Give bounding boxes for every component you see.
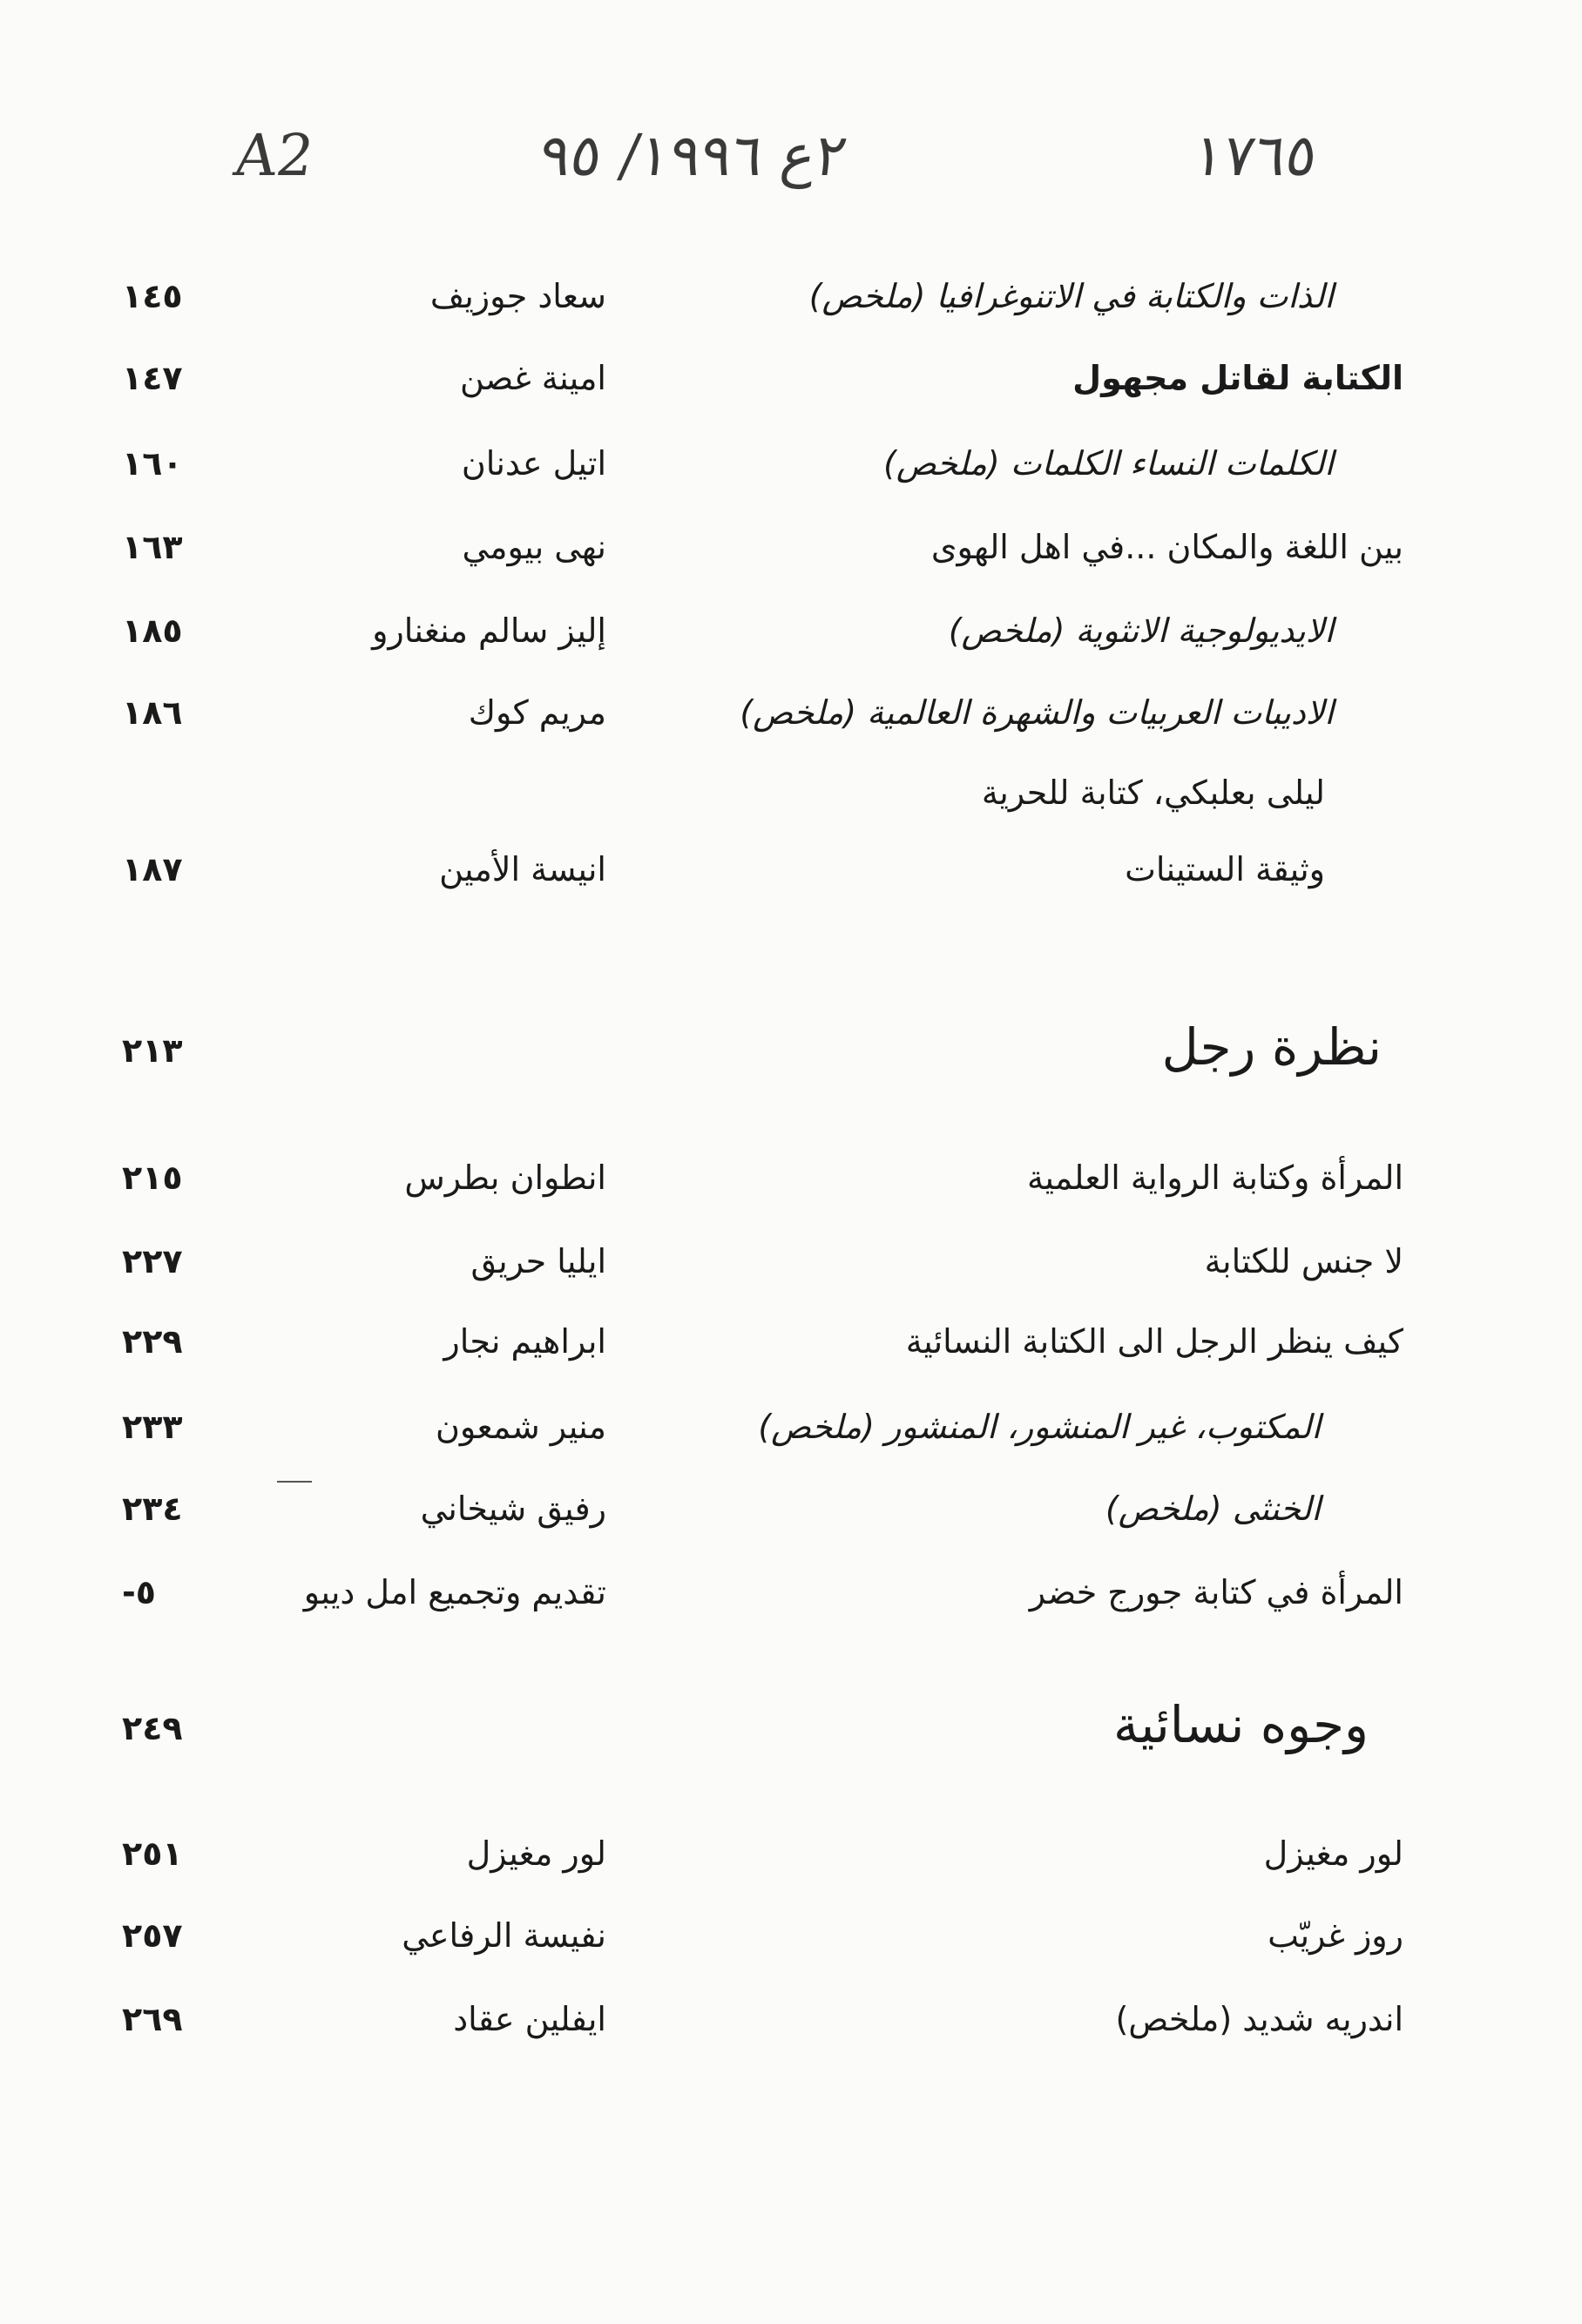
- entry-author: سعاد جوزيف: [429, 277, 606, 315]
- toc-entry: [0, 1159, 1582, 1228]
- entry-author: ابراهيم نجار: [443, 1322, 606, 1361]
- handwritten-reference: A2: [230, 122, 319, 189]
- entry-author: منير شمعون: [435, 1408, 606, 1446]
- handwritten-number: ١٧٦٥: [1188, 122, 1322, 189]
- entry-author: امينة غصن: [459, 359, 606, 397]
- entry-title: الكلمات النساء الكلمات (ملخص): [883, 444, 1334, 483]
- entry-title: كيف ينظر الرجل الى الكتابة النسائية: [905, 1322, 1403, 1361]
- toc-entry: [0, 850, 1582, 920]
- section-heading: [0, 1017, 1582, 1087]
- section-title: وجوه نسائية: [1113, 1695, 1369, 1754]
- entry-author: إليز سالم منغنارو: [372, 611, 606, 650]
- toc-entry: [0, 1242, 1582, 1312]
- entry-title: بين اللغة والمكان ...في اهل الهوى: [930, 528, 1403, 566]
- section-page: ٢٤٩: [122, 1709, 183, 1747]
- handwritten-date: ٢ع ١٩٩٦/ ٩٥: [535, 122, 852, 189]
- entry-author: انيسة الأمين: [439, 850, 606, 888]
- entry-author: ايليا حريق: [470, 1242, 606, 1280]
- entry-author: نفيسة الرفاعي: [402, 1916, 606, 1955]
- toc-entry: [0, 1322, 1582, 1392]
- entry-author: نهى بيومي: [462, 528, 606, 566]
- entry-page: ١٤٧: [122, 359, 183, 397]
- entry-title: الاديبات العربيات والشهرة العالمية (ملخص): [740, 693, 1334, 732]
- entry-page: ١٨٦: [122, 693, 183, 732]
- entry-author: لور مغيزل: [466, 1834, 606, 1873]
- entry-page: ٢٥١: [122, 1834, 183, 1873]
- entry-title: وثيقة الستينات: [1125, 850, 1325, 888]
- toc-entry: [0, 1490, 1582, 1559]
- entry-page: ١٦٣: [122, 528, 183, 566]
- entry-author: انطوان بطرس: [404, 1159, 606, 1197]
- entry-title: اندريه شديد (ملخص): [1115, 2000, 1403, 2038]
- entry-title: المكتوب، غير المنشور، المنشور (ملخص): [758, 1408, 1321, 1446]
- pencil-mark: [277, 1481, 312, 1483]
- toc-entry: [0, 693, 1582, 763]
- toc-entry: [0, 611, 1582, 681]
- toc-entry: [0, 528, 1582, 598]
- entry-author: ايفلين عقاد: [453, 2000, 606, 2038]
- toc-entry: [0, 1573, 1582, 1643]
- toc-entry: [0, 277, 1582, 347]
- entry-title: الخنثى (ملخص): [1105, 1490, 1321, 1528]
- entry-page: ٢٣٣: [122, 1408, 183, 1446]
- entry-page: ١٨٥: [122, 611, 183, 650]
- entry-author: اتيل عدنان: [461, 444, 606, 483]
- entry-author: رفيق شيخاني: [420, 1490, 606, 1528]
- entry-title: روز غريّب: [1268, 1916, 1403, 1955]
- entry-title: الذات والكتابة في الاتنوغرافيا (ملخص): [808, 277, 1334, 315]
- entry-page: ٢٥٧: [122, 1916, 183, 1955]
- entry-page: ٢١٥: [122, 1159, 183, 1197]
- entry-page: ١٤٥: [122, 277, 183, 315]
- entry-title: لا جنس للكتابة: [1204, 1242, 1403, 1280]
- section-heading: [0, 1695, 1582, 1765]
- entry-title: المرأة في كتابة جورج خضر: [1029, 1573, 1403, 1611]
- entry-page: ٢٢٧: [122, 1242, 183, 1280]
- toc-entry: [0, 1408, 1582, 1477]
- entry-title: لور مغيزل: [1263, 1834, 1403, 1873]
- toc-entry: [0, 1834, 1582, 1904]
- entry-page: ٢٢٩: [122, 1322, 183, 1361]
- entry-title: المرأة وكتابة الرواية العلمية: [1026, 1159, 1403, 1197]
- toc-entry: [0, 774, 1582, 843]
- toc-entry: [0, 1916, 1582, 1986]
- section-page: ٢١٣: [122, 1031, 183, 1070]
- entry-page: ١٦٠: [122, 444, 183, 483]
- section-title: نظرة رجل: [1161, 1017, 1382, 1077]
- toc-entry: [0, 444, 1582, 514]
- entry-page: ٢٣٤: [122, 1490, 183, 1528]
- entry-page: ١٨٧: [122, 850, 183, 888]
- toc-entry: [0, 2000, 1582, 2070]
- entry-page: ٥-: [122, 1573, 156, 1611]
- entry-title: الكتابة لقاتل مجهول: [1072, 359, 1403, 397]
- toc-entry: [0, 359, 1582, 429]
- entry-title: الايديولوجية الانثوية (ملخص): [948, 611, 1334, 650]
- entry-title: ليلى بعلبكي، كتابة للحرية: [981, 774, 1325, 812]
- entry-page: ٢٦٩: [122, 2000, 183, 2038]
- entry-author: تقديم وتجميع امل ديبو: [303, 1573, 606, 1611]
- entry-author: مريم كوك: [468, 693, 606, 732]
